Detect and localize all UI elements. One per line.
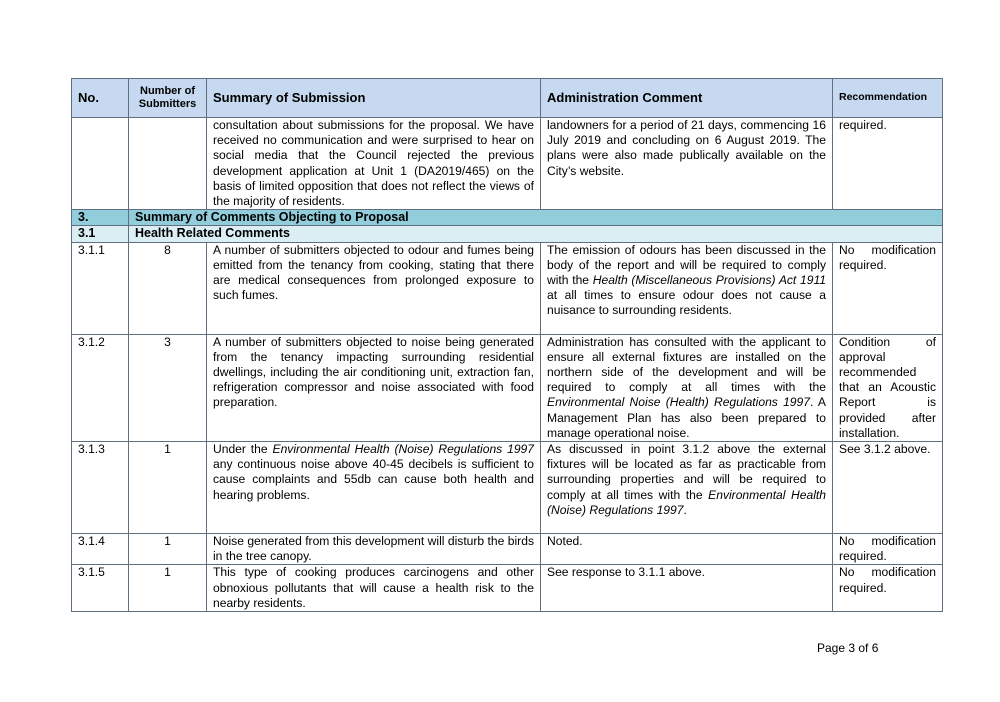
table-row	[72, 442, 943, 534]
table-row	[72, 334, 943, 441]
cell-count: 1	[129, 442, 207, 534]
header-summary: Summary of Submission	[207, 79, 541, 118]
cell-summary: This type of cooking produces carcinogens and other obnoxious pollutants that will cause a health risk to the nearby residents.	[207, 565, 541, 612]
summary-text: Under the	[213, 442, 273, 457]
cell-recommendation: No modification required.	[833, 565, 943, 612]
cell-summary: consultation about submissions for the proposal. We have received no communication and were surprised to hear on social media that the Council rejected the previous development application at Unit 1 (DA2019/465) on the basis of limited opposition that does not reflect the views of the majority of residents.	[207, 118, 541, 210]
admin-text: .	[683, 502, 687, 517]
cell-summary: A number of submitters objected to odour and fumes being emitted from the tenancy from cooking, stating that there are medical consequences from prolonged exposure to such fumes.	[207, 242, 541, 334]
header-number-of-submitters: Number of Submitters	[129, 79, 207, 118]
cell-recommendation: Condition of approval recommended that an Acoustic Report is provided after installation.	[833, 334, 943, 441]
cell-count	[129, 118, 207, 210]
cell-count: 1	[129, 534, 207, 565]
admin-act-title: Health (Miscellaneous Provisions) Act 1911	[592, 273, 826, 288]
admin-text: at all times to ensure odour does not cause a nuisance to surrounding residents.	[547, 288, 826, 318]
cell-no: 3.1.5	[72, 565, 129, 612]
section-number: 3.	[72, 210, 129, 226]
admin-text: Administration has consulted with the applicant to ensure all external fixtures are installed on the northern side of the development and will be required to comply at all times with the	[547, 334, 826, 395]
cell-admin-comment	[541, 334, 833, 441]
cell-count: 1	[129, 565, 207, 612]
admin-regulation-title: Environmental Noise (Health) Regulations 1997	[547, 395, 810, 410]
section-title: Health Related Comments	[129, 226, 943, 242]
summary-regulation-title: Environmental Health (Noise) Regulations 1997	[272, 442, 534, 457]
cell-summary	[207, 442, 541, 534]
cell-admin-comment: Noted.	[541, 534, 833, 565]
cell-count: 8	[129, 242, 207, 334]
admin-text: As discussed in point 3.1.2 above the external fixtures will be located as far as practicable from surrounding properties and will be required to comply at all times with the	[547, 442, 826, 502]
cell-admin-comment: landowners for a period of 21 days, commencing 16 July 2019 and concluding on 6 August 2019. The plans were also made publically available on the City’s website.	[541, 118, 833, 210]
admin-regulation-title: Environmental Health (Noise) Regulations 1997	[547, 487, 826, 517]
header-admin-comment: Administration Comment	[541, 79, 833, 118]
section-number: 3.1	[72, 226, 129, 242]
cell-no: 3.1.1	[72, 242, 129, 334]
cell-recommendation: No modification required.	[833, 242, 943, 334]
page-number: Page 3 of 6	[817, 641, 879, 655]
table-header-row	[72, 79, 943, 118]
cell-no	[72, 118, 129, 210]
cell-admin-comment: See response to 3.1.1 above.	[541, 565, 833, 612]
header-no: No.	[72, 79, 129, 118]
table-row	[72, 565, 943, 612]
cell-no: 3.1.2	[72, 334, 129, 441]
summary-text: any continuous noise above 40-45 decibels is sufficient to cause complaints and 55db can cause both health and hearing problems.	[213, 457, 534, 502]
table-row-continuation	[72, 118, 943, 210]
cell-recommendation: required.	[833, 118, 943, 210]
cell-count: 3	[129, 334, 207, 441]
cell-recommendation: No modification required.	[833, 534, 943, 565]
cell-admin-comment	[541, 242, 833, 334]
cell-no: 3.1.3	[72, 442, 129, 534]
cell-admin-comment	[541, 442, 833, 534]
submissions-table	[71, 78, 943, 612]
section-title: Summary of Comments Objecting to Proposal	[129, 210, 943, 226]
admin-text: The emission of odours has been discussed in the body of the report and will be required to comply with the	[547, 242, 826, 288]
section-row-3	[72, 210, 943, 226]
cell-recommendation: See 3.1.2 above.	[833, 442, 943, 534]
cell-no: 3.1.4	[72, 534, 129, 565]
table-row	[72, 242, 943, 334]
section-row-3-1	[72, 226, 943, 242]
admin-text: . A Management Plan has also been prepared to manage operational noise.	[547, 395, 827, 440]
cell-summary: Noise generated from this development will disturb the birds in the tree canopy.	[207, 534, 541, 565]
table-row	[72, 534, 943, 565]
header-recommendation: Recommendation	[833, 79, 943, 118]
cell-summary: A number of submitters objected to noise being generated from the tenancy impacting surrounding residential dwellings, including the air conditioning unit, extraction fan, refrigeration compressor and noise associated with food preparation.	[207, 334, 541, 441]
